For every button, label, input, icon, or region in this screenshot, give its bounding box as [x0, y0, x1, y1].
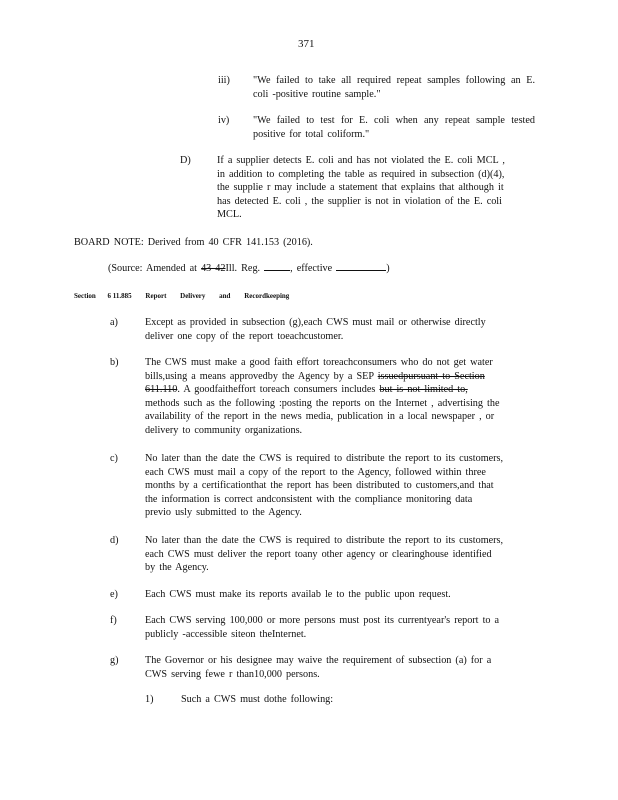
- section-word: Section: [74, 292, 96, 300]
- subsection-a-text: [145, 316, 486, 343]
- subsection-e-label: e): [110, 589, 118, 600]
- text-line: [145, 370, 500, 384]
- text-line: the information is correct andconsistent with the compliance monitoring data: [145, 493, 473, 505]
- text-line: Each CWS serving 100,000 or more persons must post its currentyear's report to a: [145, 615, 500, 626]
- subsection-a-label: a): [110, 317, 118, 328]
- board-note: BOARD NOTE: Derived from 40 CFR 141.153 (2016).: [74, 237, 313, 248]
- item-d-upper-text: [217, 154, 505, 222]
- text-line: previo usly submitted to the Agency.: [145, 507, 302, 519]
- text-line: has detected E. coli , the supplier is not in violation of the E. coli: [217, 195, 502, 207]
- subsection-f-text: [145, 614, 499, 641]
- text-line: The Governor or his designee may waive the requirement of subsection (a) for a: [145, 655, 492, 666]
- item-iii-text: "We failed to take all required repeat samples following an E. coli -positive routine sample.": [253, 75, 535, 100]
- text-line: No later than the date the CWS is required to distribute the report to its customers,: [145, 453, 504, 464]
- text-run: bills,using a means approvedby the Agency by a SEP: [145, 370, 374, 382]
- text-line: by the Agency.: [145, 562, 209, 574]
- text-line: deliver one copy of the report toeachcustomer.: [145, 330, 344, 342]
- text-line: months by a certificationthat the report has been distributed to customers,and that: [145, 480, 494, 492]
- section-number: 6 11.885: [107, 292, 132, 300]
- text-line: each CWS must deliver the report toany other agency or clearinghouse identified: [145, 548, 492, 560]
- subsection-e-text: [145, 588, 451, 602]
- page-number: 371: [298, 38, 315, 50]
- subsection-g-label: g): [110, 655, 119, 666]
- section-title: Report Delivery and Recordkeeping: [145, 292, 290, 300]
- source-note: [108, 261, 390, 276]
- source-blank-volume: [264, 261, 290, 271]
- text-line: The CWS must make a good faith effort toreachconsumers who do not get water: [145, 357, 493, 368]
- item-d-upper-label: D): [180, 155, 191, 166]
- text-line: If a supplier detects E. coli and has not violated the E. coli MCL ,: [217, 155, 505, 166]
- source-middle: , effective: [290, 263, 333, 274]
- item-iv-text: "We failed to test for E. coli when any repeat sample tested positive for total coliform.": [253, 115, 535, 140]
- text-line: MCL.: [217, 209, 242, 221]
- source-blank-date: [336, 261, 386, 271]
- subsection-g-text: [145, 654, 491, 681]
- struck-text: issuedpursuant to Section: [377, 370, 485, 382]
- text-line: No later than the date the CWS is required to distribute the report to its customers,: [145, 535, 504, 546]
- source-end: ): [386, 263, 390, 274]
- text-line: in addition to completing the table as required in subsection (d)(4),: [217, 168, 505, 180]
- text-run: . A goodfaitheffort toreach consumers includes: [177, 384, 376, 396]
- text-line: each CWS must mail a copy of the report to the Agency, followed within three: [145, 466, 486, 478]
- subsection-d-text: [145, 534, 503, 575]
- text-line: availability of the report in the news media, publication in a local newspaper , or: [145, 411, 495, 423]
- subsection-d-label: d): [110, 535, 119, 546]
- subsection-b-text: [145, 356, 500, 438]
- text-line: the supplie r may include a statement that explains that although it: [217, 182, 504, 194]
- subsection-c-text: [145, 452, 503, 520]
- struck-text: 611.110: [145, 384, 178, 396]
- item-1-label: 1): [145, 694, 154, 705]
- item-iii-label: iii): [218, 75, 230, 86]
- text-line: Each CWS must make its reports availab le to the public upon request.: [145, 589, 451, 600]
- source-struck-text: 43 42: [201, 263, 226, 274]
- item-iv-label: iv): [218, 115, 230, 126]
- text-line: delivery to community organizations.: [145, 424, 303, 436]
- subsection-b-label: b): [110, 357, 119, 368]
- text-line: methods such as the following :posting the reports on the Internet , advertising the: [145, 397, 500, 409]
- text-line: Except as provided in subsection (g),each CWS must mail or otherwise directly: [145, 317, 486, 328]
- source-after-struck: Ill. Reg.: [225, 263, 261, 274]
- subsection-c-label: c): [110, 453, 118, 464]
- text-line: CWS serving fewe r than10,000 persons.: [145, 668, 320, 680]
- text-line: publicly -accessible siteon theInternet.: [145, 628, 307, 640]
- struck-text: but is not limited to,: [379, 384, 468, 396]
- section-heading: [74, 292, 289, 300]
- source-prefix: (Source: Amended at: [108, 263, 198, 274]
- item-1-text: Such a CWS must dothe following:: [181, 694, 334, 705]
- subsection-f-label: f): [110, 615, 117, 626]
- text-line: [145, 383, 500, 397]
